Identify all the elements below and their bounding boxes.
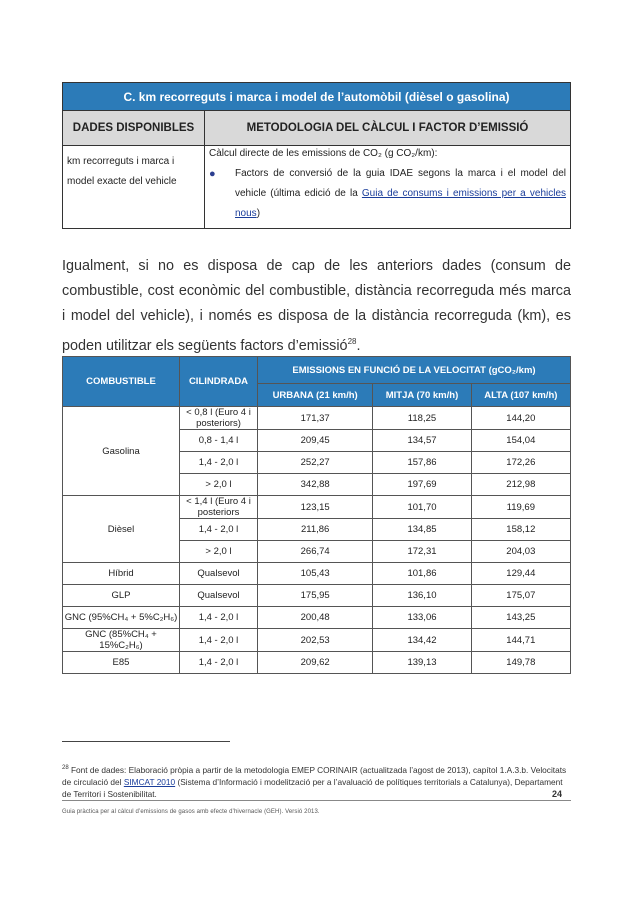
cylinder-cell: 1,4 - 2,0 l [180, 629, 258, 652]
col-header-data-available: DADES DISPONIBLES [63, 111, 205, 146]
col-header-fuel: COMBUSTIBLE [63, 357, 180, 407]
table-row [63, 629, 571, 652]
fuel-cell: GNC (85%CH₄ + 15%C₂H₆) [63, 629, 180, 652]
cylinder-cell: Qualsevol [180, 585, 258, 607]
table-row [63, 407, 571, 430]
high-value-cell: 175,07 [471, 585, 570, 607]
high-value-cell: 119,69 [471, 496, 570, 519]
high-value-cell: 129,44 [471, 563, 570, 585]
cylinder-cell: 0,8 - 1,4 l [180, 430, 258, 452]
urban-value-cell: 200,48 [258, 607, 373, 629]
high-value-cell: 143,25 [471, 607, 570, 629]
cylinder-cell: 1,4 - 2,0 l [180, 607, 258, 629]
fuel-cell: Gasolina [63, 407, 180, 496]
cylinder-cell: 1,4 - 2,0 l [180, 652, 258, 674]
medium-value-cell: 101,86 [373, 563, 471, 585]
col-header-medium: MITJA (70 km/h) [373, 384, 471, 407]
table-row [63, 496, 571, 519]
urban-value-cell: 175,95 [258, 585, 373, 607]
medium-value-cell: 101,70 [373, 496, 471, 519]
urban-value-cell: 105,43 [258, 563, 373, 585]
col-header-methodology: METODOLOGIA DEL CÀLCUL I FACTOR D’EMISSIÓ [205, 111, 571, 146]
medium-value-cell: 134,42 [373, 629, 471, 652]
medium-value-cell: 197,69 [373, 474, 471, 496]
urban-value-cell: 252,27 [258, 452, 373, 474]
cylinder-cell: Qualsevol [180, 563, 258, 585]
footer-divider [62, 800, 571, 801]
table-row [63, 607, 571, 629]
high-value-cell: 172,26 [471, 452, 570, 474]
fuel-cell: GNC (95%CH₄ + 5%C₂H₆) [63, 607, 180, 629]
high-value-cell: 144,71 [471, 629, 570, 652]
page-number: 24 [552, 789, 563, 799]
urban-value-cell: 171,37 [258, 407, 373, 430]
medium-value-cell: 134,57 [373, 430, 471, 452]
footer-text: Guia pràctica per al càlcul d’emissions de gasos amb efecte d’hivernacle (GEH). Versió 2013. [62, 809, 320, 815]
fuel-cell: Dièsel [63, 496, 180, 563]
table-c [62, 82, 571, 229]
high-value-cell: 144,20 [471, 407, 570, 430]
bullet-icon: ● [209, 168, 216, 180]
idae-guide-link[interactable]: Guia de consums i emissions per a vehicles nous [235, 188, 567, 219]
simcat-link[interactable]: SIMCAT 2010 [123, 776, 176, 787]
medium-value-cell: 118,25 [373, 407, 471, 430]
footnote-divider [62, 741, 230, 742]
urban-value-cell: 209,45 [258, 430, 373, 452]
cylinder-cell: > 2,0 l [180, 541, 258, 563]
body-paragraph: Igualment, si no es disposa de cap de les anteriors dades (consum de combustible, cost econòmic del combustible, distància recorreguda més marca i model del vehicle), i només es disposa de la distància recorreguda (km), es poden utilitzar els següents factors d’emissió$^{28}$. [62, 258, 571, 355]
urban-value-cell: 266,74 [258, 541, 373, 563]
method-bullet [209, 164, 566, 224]
cylinder-cell: < 0,8 l (Euro 4 i posteriors) [180, 407, 258, 430]
medium-value-cell: 157,86 [373, 452, 471, 474]
cylinder-cell: < 1,4 l (Euro 4 i posteriors [180, 496, 258, 519]
medium-value-cell: 172,31 [373, 541, 471, 563]
data-available-cell: km recorreguts i marca i model exacte del vehicle [63, 146, 205, 229]
table-row [63, 652, 571, 674]
high-value-cell: 204,03 [471, 541, 570, 563]
medium-value-cell: 139,13 [373, 652, 471, 674]
urban-value-cell: 209,62 [258, 652, 373, 674]
emissions-table-body [63, 407, 571, 674]
medium-value-cell: 133,06 [373, 607, 471, 629]
urban-value-cell: 202,53 [258, 629, 373, 652]
urban-value-cell: 123,15 [258, 496, 373, 519]
urban-value-cell: 211,86 [258, 519, 373, 541]
col-header-emissions: EMISSIONS EN FUNCIÓ DE LA VELOCITAT (gCO₂/km) [258, 357, 571, 384]
col-header-urban: URBANA (21 km/h) [258, 384, 373, 407]
footnote: $^{28}$ Font de dades: Elaboració pròpia a partir de la metodologia EMEP CORINAIR (actualitzada l’agost de 2013), capítol 1.A.3.b. Velocitats de circulació del SIMCAT 2010 (Sistema d’Informació i modelització per a l’avaluació de polítiques territorials a Catalunya), Departament de Territori i Sostenibilitat. [62, 764, 567, 799]
high-value-cell: 149,78 [471, 652, 570, 674]
fuel-cell: GLP [63, 585, 180, 607]
medium-value-cell: 136,10 [373, 585, 471, 607]
table-row [63, 563, 571, 585]
method-line: Càlcul directe de les emissions de CO₂ (g CO₂/km): [209, 148, 438, 159]
medium-value-cell: 134,85 [373, 519, 471, 541]
high-value-cell: 154,04 [471, 430, 570, 452]
col-header-high: ALTA (107 km/h) [471, 384, 570, 407]
cylinder-cell: > 2,0 l [180, 474, 258, 496]
high-value-cell: 212,98 [471, 474, 570, 496]
urban-value-cell: 342,88 [258, 474, 373, 496]
bullet-text: Factors de conversió de la guia IDAE segons la marca i el model del vehicle (última edició de la Guia de consums i emissions per a vehicles nous) [235, 168, 567, 219]
methodology-cell [205, 146, 571, 229]
table-row [63, 585, 571, 607]
high-value-cell: 158,12 [471, 519, 570, 541]
emissions-table [62, 356, 571, 674]
table-c-title: C. km recorreguts i marca i model de l’automòbil (dièsel o gasolina) [63, 83, 571, 111]
fuel-cell: E85 [63, 652, 180, 674]
fuel-cell: Híbrid [63, 563, 180, 585]
footnote-ref[interactable]: 28 [347, 337, 357, 347]
cylinder-cell: 1,4 - 2,0 l [180, 452, 258, 474]
cylinder-cell: 1,4 - 2,0 l [180, 519, 258, 541]
col-header-cylinder: CILINDRADA [180, 357, 258, 407]
